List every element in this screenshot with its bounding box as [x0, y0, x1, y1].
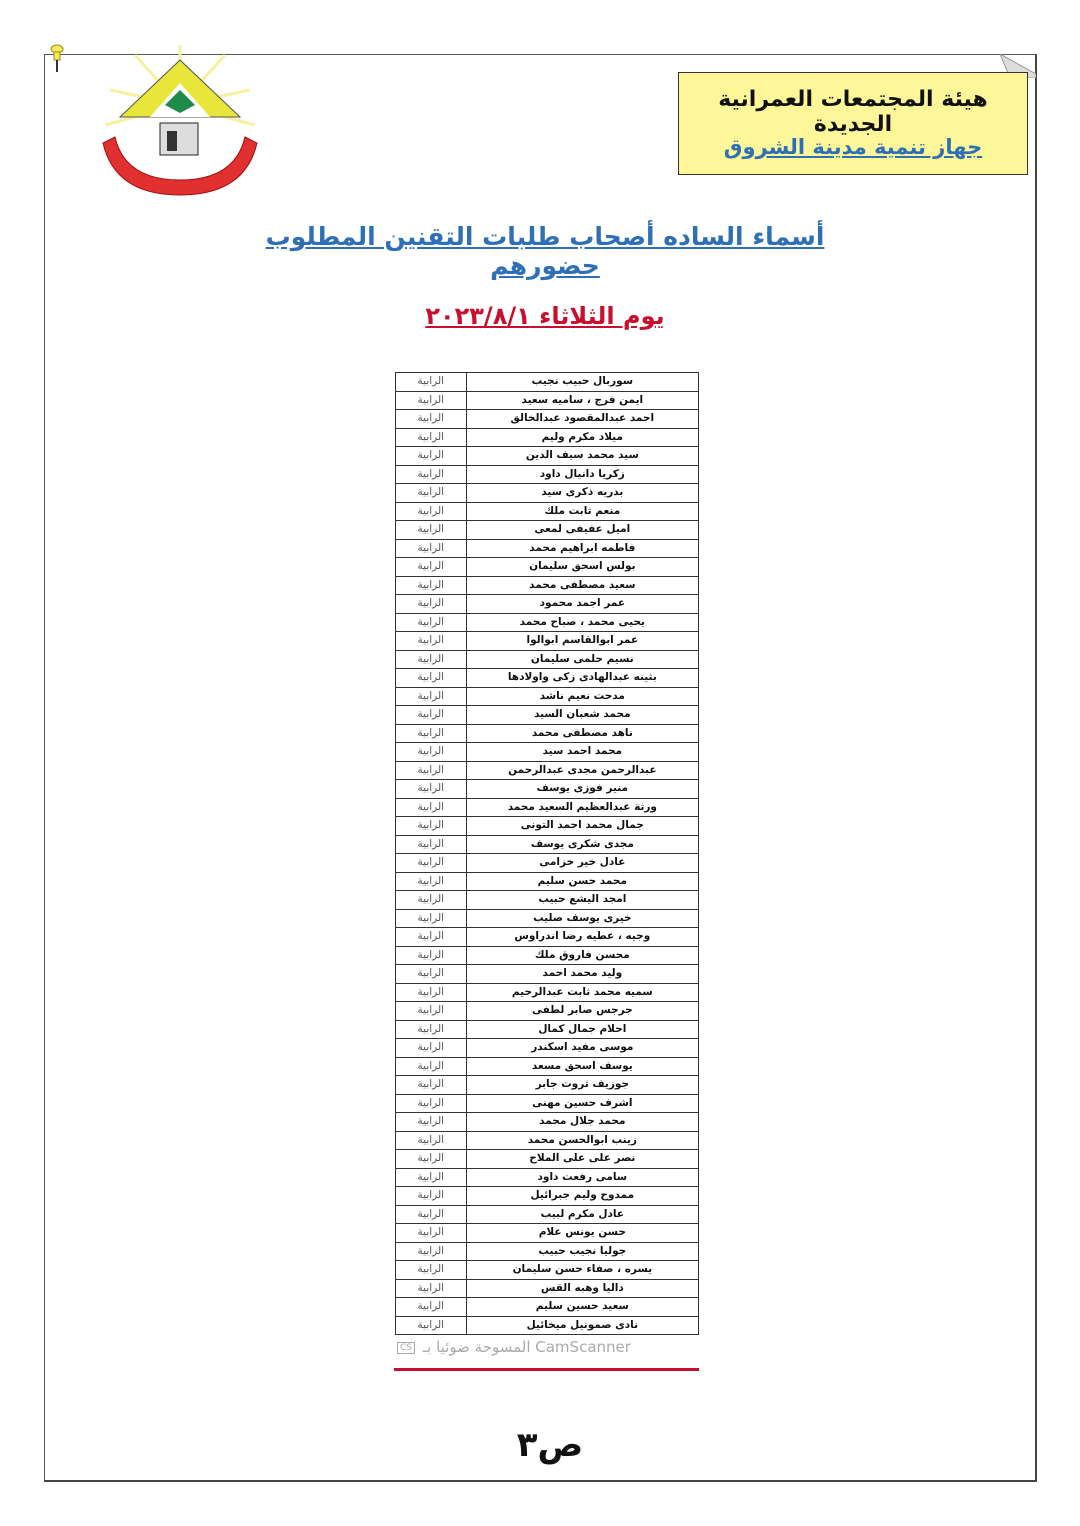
table-row: [396, 983, 699, 1002]
header-box: [678, 72, 1028, 175]
area-name: الرابية: [396, 928, 467, 947]
table-row: [396, 817, 699, 836]
applicant-name: سميه محمد ثابت عبدالرحيم: [466, 983, 698, 1002]
applicant-name: بولس اسحق سليمان: [466, 558, 698, 577]
applicant-name: عمر ابوالقاسم ابوالوا: [466, 632, 698, 651]
table-row: [396, 928, 699, 947]
table-row: [396, 391, 699, 410]
table-row: [396, 1002, 699, 1021]
table-row: [396, 558, 699, 577]
applicant-name: اشرف حسين مهنى: [466, 1094, 698, 1113]
area-name: الرابية: [396, 706, 467, 725]
area-name: الرابية: [396, 983, 467, 1002]
applicant-name: بثينه عبدالهادى زكى واولادها: [466, 669, 698, 688]
applicant-name: عبدالرحمن مجدى عبدالرحمن: [466, 761, 698, 780]
area-name: الرابية: [396, 835, 467, 854]
area-name: الرابية: [396, 650, 467, 669]
applicant-name: يوسف اسحق مسعد: [466, 1057, 698, 1076]
area-name: الرابية: [396, 632, 467, 651]
area-name: الرابية: [396, 1076, 467, 1095]
table-row: [396, 428, 699, 447]
applicant-name: عادل خير خزامى: [466, 854, 698, 873]
names-table: [395, 372, 699, 1335]
applicant-name: منير فوزى يوسف: [466, 780, 698, 799]
area-name: الرابية: [396, 1224, 467, 1243]
agency-name: جهاز تنمية مدينة الشروق: [723, 135, 983, 159]
table-row: [396, 743, 699, 762]
applicant-name: مدحت نعيم ناشد: [466, 687, 698, 706]
applicant-name: جوزيف ثروت جابر: [466, 1076, 698, 1095]
area-name: الرابية: [396, 539, 467, 558]
organization-name: هيئة المجتمعات العمرانية الجديدة: [718, 87, 988, 137]
table-row: [396, 484, 699, 503]
area-name: الرابية: [396, 854, 467, 873]
applicant-name: احمد عبدالمقصود عبدالخالق: [466, 410, 698, 429]
applicant-name: سيد محمد سيف الدين: [466, 447, 698, 466]
table-row: [396, 724, 699, 743]
watermark-text: المسوحة ضوئيا بـ CamScanner: [422, 1338, 631, 1356]
table-row: [396, 761, 699, 780]
table-row: [396, 1131, 699, 1150]
applicant-name: نصر على على الملاح: [466, 1150, 698, 1169]
applicant-name: نادى صمونيل ميخائيل: [466, 1316, 698, 1335]
applicant-name: سامى رفعت داود: [466, 1168, 698, 1187]
table-row: [396, 521, 699, 540]
area-name: الرابية: [396, 521, 467, 540]
area-name: الرابية: [396, 1298, 467, 1317]
area-name: الرابية: [396, 1205, 467, 1224]
applicant-name: محمد احمد سيد: [466, 743, 698, 762]
table-row: [396, 1113, 699, 1132]
table-row: [396, 835, 699, 854]
pushpin-icon: [50, 44, 64, 74]
applicant-name: ناهد مصطفى محمد: [466, 724, 698, 743]
applicant-name: احلام جمال كمال: [466, 1020, 698, 1039]
applicant-name: محمد جلال محمد: [466, 1113, 698, 1132]
area-name: الرابية: [396, 465, 467, 484]
area-name: الرابية: [396, 576, 467, 595]
red-divider: [394, 1368, 699, 1371]
area-name: الرابية: [396, 558, 467, 577]
table-row: [396, 872, 699, 891]
applicant-name: بدريه ذكرى سيد: [466, 484, 698, 503]
area-name: الرابية: [396, 743, 467, 762]
area-name: الرابية: [396, 410, 467, 429]
table-row: [396, 650, 699, 669]
table-row: [396, 1279, 699, 1298]
table-row: [396, 798, 699, 817]
table-row: [396, 465, 699, 484]
area-name: الرابية: [396, 428, 467, 447]
table-row: [396, 613, 699, 632]
area-name: الرابية: [396, 909, 467, 928]
applicant-name: وليد محمد احمد: [466, 965, 698, 984]
applicant-name: داليا وهبه القس: [466, 1279, 698, 1298]
applicant-name: ممدوح وليم جبرائيل: [466, 1187, 698, 1206]
applicant-name: امجد اليشع حبيب: [466, 891, 698, 910]
applicant-name: ميلاد مكرم ولیم: [466, 428, 698, 447]
area-name: الرابية: [396, 1279, 467, 1298]
table-row: [396, 502, 699, 521]
area-name: الرابية: [396, 1002, 467, 1021]
table-row: [396, 1094, 699, 1113]
page-number: ص٣: [516, 1425, 584, 1465]
applicant-name: موسى مفيد اسكندر: [466, 1039, 698, 1058]
table-row: [396, 373, 699, 392]
table-row: [396, 891, 699, 910]
area-name: الرابية: [396, 391, 467, 410]
table-row: [396, 687, 699, 706]
table-row: [396, 1168, 699, 1187]
document-title: أسماء الساده أصحاب طلبات التقنين المطلوب حضورهم: [265, 222, 825, 280]
area-name: الرابية: [396, 613, 467, 632]
table-row: [396, 1057, 699, 1076]
camscanner-watermark: [397, 1338, 697, 1358]
table-row: [396, 706, 699, 725]
area-name: الرابية: [396, 891, 467, 910]
applicant-name: جرجس صابر لطفى: [466, 1002, 698, 1021]
area-name: الرابية: [396, 669, 467, 688]
area-name: الرابية: [396, 1057, 467, 1076]
applicant-name: زكريا دانيال داود: [466, 465, 698, 484]
table-row: [396, 1261, 699, 1280]
table-row: [396, 1039, 699, 1058]
table-row: [396, 1316, 699, 1335]
applicant-name: سوربال حبيب نجيب: [466, 373, 698, 392]
meeting-date: يوم الثلاثاء ٢٠٢٣/٨/١: [425, 302, 665, 330]
applicant-name: مجدى شكرى يوسف: [466, 835, 698, 854]
table-row: [396, 1298, 699, 1317]
area-name: الرابية: [396, 1261, 467, 1280]
applicant-name: عمر اجمد محمود: [466, 595, 698, 614]
applicant-name: سعيد حسين سليم: [466, 1298, 698, 1317]
area-name: الرابية: [396, 872, 467, 891]
table-row: [396, 1187, 699, 1206]
table-row: [396, 669, 699, 688]
area-name: الرابية: [396, 1039, 467, 1058]
table-row: [396, 1076, 699, 1095]
applicant-name: محمد حسن سليم: [466, 872, 698, 891]
table-row: [396, 447, 699, 466]
table-row: [396, 909, 699, 928]
applicant-name: جمال محمد احمد التونى: [466, 817, 698, 836]
area-name: الرابية: [396, 1131, 467, 1150]
area-name: الرابية: [396, 1020, 467, 1039]
table-row: [396, 1205, 699, 1224]
table-row: [396, 1150, 699, 1169]
applicant-name: يحيى محمد ، صباح محمد: [466, 613, 698, 632]
area-name: الرابية: [396, 1150, 467, 1169]
shorouk-city-logo: [95, 45, 265, 210]
applicant-name: اميل عفيفى لمعى: [466, 521, 698, 540]
applicant-name: ايمن فرج ، ساميه سعيد: [466, 391, 698, 410]
area-name: الرابية: [396, 1242, 467, 1261]
table-row: [396, 595, 699, 614]
area-name: الرابية: [396, 373, 467, 392]
applicant-name: عادل مكرم لبيب: [466, 1205, 698, 1224]
table-row: [396, 780, 699, 799]
table-row: [396, 965, 699, 984]
applicant-name: محسن فاروق ملك: [466, 946, 698, 965]
table-row: [396, 946, 699, 965]
area-name: الرابية: [396, 724, 467, 743]
area-name: الرابية: [396, 502, 467, 521]
applicant-name: منعم ثابت ملك: [466, 502, 698, 521]
area-name: الرابية: [396, 761, 467, 780]
area-name: الرابية: [396, 1094, 467, 1113]
area-name: الرابية: [396, 595, 467, 614]
table-row: [396, 1224, 699, 1243]
area-name: الرابية: [396, 1316, 467, 1335]
table-row: [396, 539, 699, 558]
camscanner-badge: CS: [397, 1342, 415, 1354]
area-name: الرابية: [396, 965, 467, 984]
applicant-name: فاطمه ابراهيم محمد: [466, 539, 698, 558]
area-name: الرابية: [396, 780, 467, 799]
table-row: [396, 854, 699, 873]
applicant-name: سعيد مصطفى محمد: [466, 576, 698, 595]
applicant-name: وجيه ، عطيه رضا اندراوس: [466, 928, 698, 947]
table-row: [396, 632, 699, 651]
area-name: الرابية: [396, 798, 467, 817]
table-row: [396, 410, 699, 429]
applicant-name: خيرى يوسف صليب: [466, 909, 698, 928]
applicant-name: يسره ، صفاء حسن سليمان: [466, 1261, 698, 1280]
area-name: الرابية: [396, 484, 467, 503]
applicant-name: جوليا نجيب حبيب: [466, 1242, 698, 1261]
applicant-name: نسيم حلمى سليمان: [466, 650, 698, 669]
applicant-name: محمد شعبان السيد: [466, 706, 698, 725]
area-name: الرابية: [396, 1187, 467, 1206]
table-row: [396, 1242, 699, 1261]
table-row: [396, 1020, 699, 1039]
area-name: الرابية: [396, 687, 467, 706]
area-name: الرابية: [396, 1113, 467, 1132]
area-name: الرابية: [396, 447, 467, 466]
area-name: الرابية: [396, 817, 467, 836]
area-name: الرابية: [396, 1168, 467, 1187]
area-name: الرابية: [396, 946, 467, 965]
applicant-name: زينب ابوالحسن محمد: [466, 1131, 698, 1150]
applicant-name: حسن يونس علام: [466, 1224, 698, 1243]
table-row: [396, 576, 699, 595]
applicant-name: ورثة عبدالعظيم السعيد محمد: [466, 798, 698, 817]
